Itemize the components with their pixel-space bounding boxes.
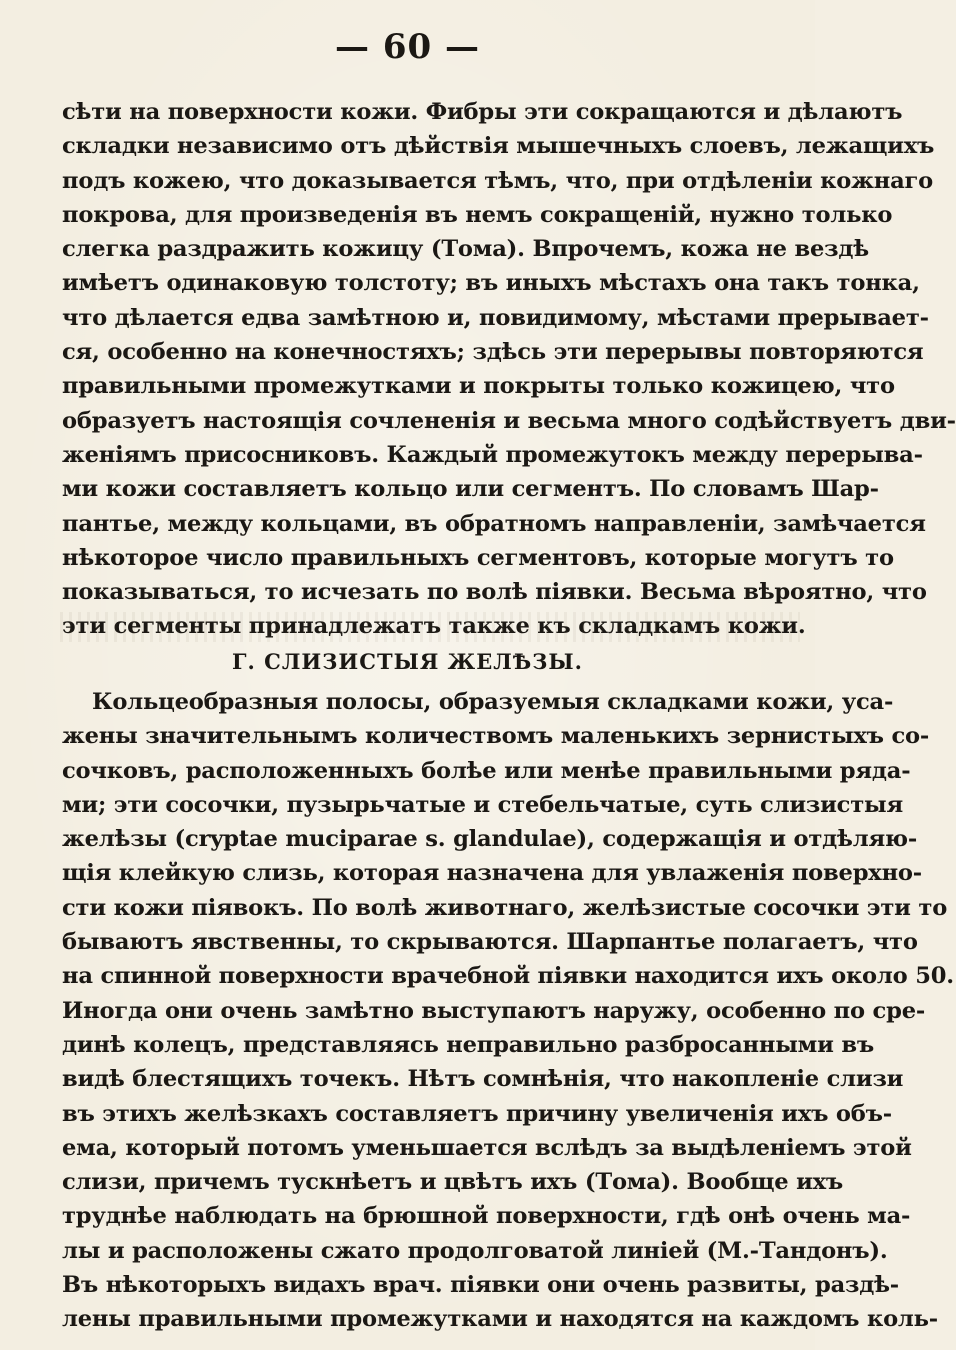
text-line: слегка раздражить кожицу (Тома). Впрочемъ, кожа не вездѣ	[62, 236, 869, 263]
text-line: эти сегменты принадлежатъ также къ складкамъ кожи.	[62, 613, 806, 640]
text-line: сочковъ, расположенныхъ болѣе или менѣе правильными ряда-	[62, 757, 911, 784]
text-line: жены значительнымъ количествомъ маленькихъ зернистыхъ со-	[62, 723, 930, 750]
text-line: ема, который потомъ уменьшается вслѣдъ за выдѣленіемъ этой	[62, 1134, 912, 1161]
text-line: женіямъ присосниковъ. Каждый промежутокъ между перерыва-	[62, 441, 923, 468]
text-line: покрова, для произведенія въ немъ сокращеній, нужно только	[62, 201, 893, 228]
text-line: сти кожи піявокъ. По волѣ животнаго, желѣзистые сосочки эти то	[62, 894, 948, 921]
text-line: что дѣлается едва замѣтною и, повидимому, мѣстами прерывает-	[62, 304, 929, 331]
text-line: ми кожи составляетъ кольцо или сегментъ. По словамъ Шар-	[62, 476, 879, 503]
text-line: труднѣе наблюдать на брюшной поверхности, гдѣ онѣ очень ма-	[62, 1203, 911, 1230]
text-line: подъ кожею, что доказывается тѣмъ, что, при отдѣленіи кожнаго	[62, 167, 934, 194]
text-line: видѣ блестящихъ точекъ. Нѣтъ сомнѣнія, что накопленіе слизи	[62, 1066, 904, 1093]
text-line: имѣетъ одинаковую толстоту; въ иныхъ мѣстахъ она такъ тонка,	[62, 270, 920, 297]
text-line: сѣти на поверхности кожи. Фибры эти сокращаются и дѣлаютъ	[62, 99, 903, 125]
text-line: ми; эти сосочки, пузырьчатые и стебельчатые, суть слизистыя	[62, 791, 903, 818]
text-line: пантье, между кольцами, въ обратномъ направленіи, замѣчается	[62, 510, 926, 537]
text-line: на спинной поверхности врачебной піявки находится ихъ около 50.	[62, 963, 954, 990]
text-line: динѣ колецъ, представляясь неправильно разбросанными въ	[62, 1031, 874, 1058]
text-line: Кольцеобразныя полосы, образуемыя складками кожи, уса-	[92, 689, 894, 715]
text-line: Иногда они очень замѣтно выступаютъ наружу, особенно по сре-	[62, 997, 926, 1024]
page-number: — 60 —	[335, 27, 480, 67]
bleed-through-texture	[60, 612, 800, 642]
text-line: бываютъ явственны, то скрываются. Шарпантье полагаетъ, что	[62, 929, 918, 956]
text-line: Въ нѣкоторыхъ видахъ врач. піявки они очень развиты, раздѣ-	[62, 1272, 899, 1299]
text-line: въ этихъ желѣзкахъ составляетъ причину увеличенія ихъ объ-	[62, 1100, 892, 1127]
text-line: слизи, причемъ тускнѣетъ и цвѣтъ ихъ (Тома). Вообще ихъ	[62, 1169, 844, 1196]
text-line: складки независимо отъ дѣйствія мышечныхъ слоевъ, лежащихъ	[62, 133, 935, 160]
text-line: ся, особенно на конечностяхъ; здѣсь эти перерывы повторяются	[62, 339, 924, 366]
section-heading: Г. СЛИЗИСТЫЯ ЖЕЛѢЗЫ.	[232, 649, 583, 674]
paragraph-mucous-glands	[62, 685, 954, 1337]
text-line: лены правильными промежутками и находятся на каждомъ коль-	[62, 1306, 938, 1333]
text-line: лы и расположены сжато продолговатой линіей (М.-Тандонъ).	[62, 1237, 888, 1264]
paragraph-skin-folds	[62, 95, 956, 644]
text-line: правильными промежутками и покрыты только кожицею, что	[62, 373, 895, 400]
text-line: показываться, то исчезать по волѣ піявки. Весьма вѣроятно, что	[62, 579, 927, 606]
text-line: щія клейкую слизь, которая назначена для увлаженія поверхно-	[62, 860, 922, 887]
text-line: образуетъ настоящія сочлененія и весьма много содѣйствуетъ дви-	[62, 407, 956, 434]
text-line: желѣзы (cryptae muciparae s. glandulae), содержащія и отдѣляю-	[62, 826, 918, 853]
text-line: нѣкоторое число правильныхъ сегментовъ, которые могутъ то	[62, 544, 894, 571]
